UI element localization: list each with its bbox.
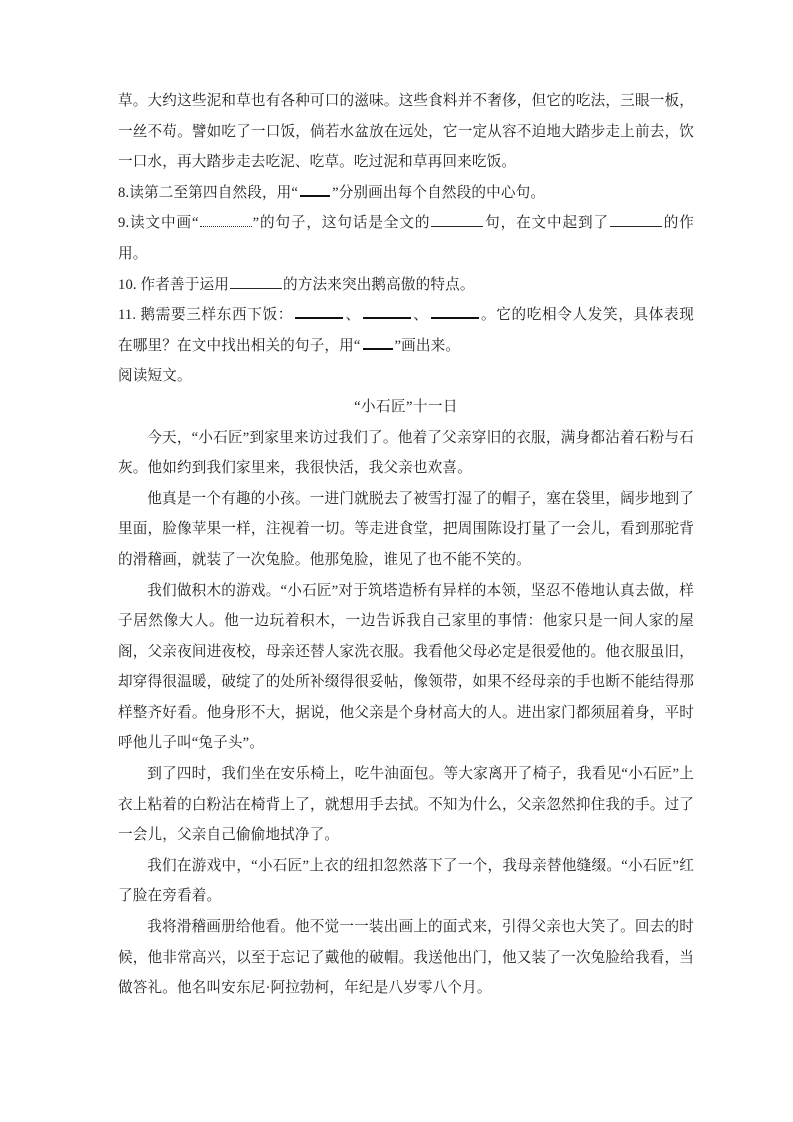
- question-9-part-2: ”的句子，这句话是全文的: [252, 215, 431, 232]
- passage-paragraph-2: 他真是一个有趣的小孩。一进门就脱去了被雪打湿了的帽子，塞在袋里，阔步地到了里面，脸像苹果一样，注视着一切。等走进食堂，把周围陈设打量了一会儿，看到那驼背的滑稽画，就装了一次兔脸。他那兔脸，谁见了也不能不笑的。: [118, 490, 694, 568]
- question-10-answer-blank-1[interactable]: [230, 274, 282, 289]
- page-content: [118, 86, 694, 1004]
- question-9-answer-blank-1[interactable]: [431, 213, 483, 228]
- question-9: [118, 208, 694, 269]
- question-8-part-1: 8.读第二至第四自然段，用“: [118, 184, 299, 201]
- question-9-answer-blank-2[interactable]: [610, 213, 662, 228]
- passage-paragraph-5: 我们在游戏中，“小石匠”上衣的纽扣忽然落下了一个，我母亲替他缝缀。“小石匠”红了脸在旁看着。: [118, 857, 694, 905]
- question-11-answer-blank-2[interactable]: [363, 303, 411, 319]
- passage-paragraph-6: 我将滑稽画册给他看。他不觉一一装出画上的面式来，引得父亲也大笑了。回去的时候，他非常高兴，以至于忘记了戴他的破帽。我送他出门，他又装了一次兔脸给我看，当做答礼。他名叫安东尼·阿拉勃柯，年纪是八岁零八个月。: [118, 919, 694, 997]
- question-9-part-4: 的作用。: [118, 215, 694, 262]
- question-11-part-1: 11. 鹅需要三样东西下饭：: [118, 307, 293, 324]
- question-9-wavy-underline-mark[interactable]: [200, 213, 252, 228]
- question-8-part-2: ”分别画出每个自然段的中心句。: [332, 184, 546, 201]
- question-11-part-3: ”画出来。: [394, 337, 461, 354]
- question-11: [118, 300, 694, 361]
- question-11-answer-blank-1[interactable]: [295, 303, 343, 319]
- passage-paragraph-3: 我们做积木的游戏。“小石匠”对于筑塔造桥有异样的本领，坚忍不倦地认真去做，样子居然像大人。他一边玩着积木，一边告诉我自己家里的事情：他家只是一间人家的屋阁，父亲夜间进夜校，母亲还替人家洗衣服。我看他父母必定是很爱他的。他衣服虽旧，却穿得很温暖，破绽了的处所补缀得很妥帖，像领带，如果不经母亲的手也断不能结得那样整齐好看。他身形不大，据说，他父亲是个身材高大的人。进出家门都须屈着身，平时呼他儿子叫“兔子头”。: [118, 582, 694, 752]
- question-10-part-2: 的方法来突出鹅高傲的特点。: [282, 276, 475, 293]
- question-11-answer-blank-3[interactable]: [431, 303, 479, 319]
- question-10-part-1: 10. 作者善于运用: [118, 276, 229, 293]
- question-8: [118, 178, 694, 209]
- question-9-part-1: 9.读文中画“: [118, 215, 199, 232]
- top-passage-text: 草。大约这些泥和草也有各种可口的滋味。这些食料并不奢侈，但它的吃法，三眼一板，一丝不苟。譬如吃了一口饭，倘若水盆放在远处，它一定从容不迫地大踏步走上前去，饮一口水，再大踏步走去吃泥、吃草。吃过泥和草再回来吃饭。: [118, 93, 694, 171]
- question-8-blank-underline-mark[interactable]: [300, 181, 330, 197]
- passage-title: “小石匠”十一日: [354, 398, 458, 415]
- passage-paragraph-1: 今天，“小石匠”到家里来访过我们了。他着了父亲穿旧的衣服，满身都沾着石粉与石灰。他如约到我们家里来，我很快活，我父亲也欢喜。: [118, 429, 694, 477]
- question-10: [118, 270, 694, 301]
- question-11-sep-1: 、: [344, 307, 361, 324]
- reading-instruction: 阅读短文。: [118, 368, 192, 385]
- question-9-part-3: 句，在文中起到了: [484, 215, 610, 232]
- passage-paragraph-4: 到了四时，我们坐在安乐椅上，吃牛油面包。等大家离开了椅子，我看见“小石匠”上衣上粘着的白粉沾在椅背上了，就想用手去拭。不知为什么，父亲忽然抑住我的手。过了一会儿，父亲自己偷偷地拭净了。: [118, 766, 694, 844]
- question-11-sep-2: 、: [412, 307, 429, 324]
- question-11-part-2: 。它的吃相令人发笑，具体表现在哪里？在文中找出相关的句子，用“: [118, 307, 695, 354]
- question-11-underline-mark[interactable]: [363, 334, 393, 350]
